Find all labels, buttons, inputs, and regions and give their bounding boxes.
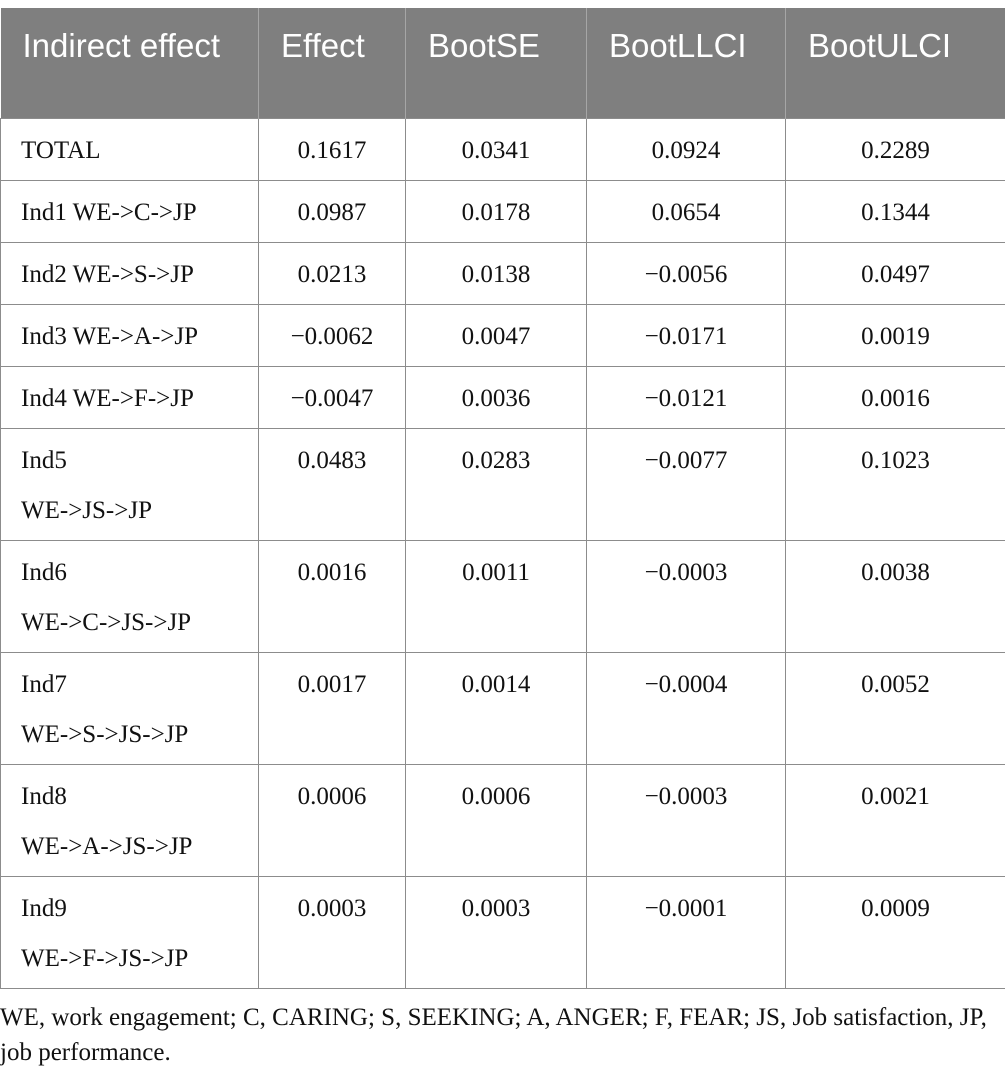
effect-cell: 0.0987 [259, 181, 406, 243]
row-label: Ind7 [21, 671, 67, 698]
bootulci-cell: 0.0038 [786, 541, 1005, 653]
row-label: Ind5 [21, 447, 67, 474]
row-label-path: WE->C->JS->JP [21, 609, 192, 636]
indirect-effects-table-container [0, 8, 1005, 989]
header-bootse: BootSE [406, 8, 587, 119]
row-label-cell [1, 877, 259, 989]
row-label-path: WE->JS->JP [21, 497, 152, 524]
header-effect: Effect [259, 8, 406, 119]
row-label-cell [1, 305, 259, 367]
effect-cell: 0.0017 [259, 653, 406, 765]
bootse-cell: 0.0283 [406, 429, 587, 541]
row-label: Ind3 WE->A->JP [21, 323, 199, 350]
bootse-cell: 0.0011 [406, 541, 587, 653]
table-row [1, 653, 1005, 765]
effect-cell: −0.0062 [259, 305, 406, 367]
row-label: Ind8 [21, 783, 67, 810]
row-label-cell [1, 119, 259, 181]
bootllci-cell: −0.0001 [587, 877, 786, 989]
effect-cell: 0.0213 [259, 243, 406, 305]
effect-cell: 0.0483 [259, 429, 406, 541]
row-label: TOTAL [21, 137, 101, 164]
bootse-cell: 0.0003 [406, 877, 587, 989]
row-label-path: WE->S->JS->JP [21, 721, 189, 748]
bootulci-cell: 0.0019 [786, 305, 1005, 367]
table-body [1, 119, 1005, 989]
table-footnote: WE, work engagement; C, CARING; S, SEEKING; A, ANGER; F, FEAR; JS, Job satisfaction, JP, job performance. [0, 1004, 987, 1066]
bootllci-cell: 0.0654 [587, 181, 786, 243]
row-label: Ind2 WE->S->JP [21, 261, 194, 288]
header-bootulci: BootULCI [786, 8, 1005, 119]
table-row [1, 541, 1005, 653]
table-row [1, 367, 1005, 429]
bootllci-cell: −0.0121 [587, 367, 786, 429]
header-indirect-effect: Indirect effect [1, 8, 259, 119]
bootllci-cell: −0.0171 [587, 305, 786, 367]
bootse-cell: 0.0138 [406, 243, 587, 305]
row-label-cell [1, 243, 259, 305]
table-header [1, 8, 1005, 119]
row-label-cell [1, 367, 259, 429]
bootse-cell: 0.0047 [406, 305, 587, 367]
row-label-cell [1, 429, 259, 541]
effect-cell: 0.1617 [259, 119, 406, 181]
bootse-cell: 0.0341 [406, 119, 587, 181]
row-label: Ind4 WE->F->JP [21, 385, 194, 412]
header-bootllci: BootLLCI [587, 8, 786, 119]
row-label-cell [1, 653, 259, 765]
row-label: Ind1 WE->C->JP [21, 199, 197, 226]
table-row [1, 119, 1005, 181]
bootulci-cell: 0.0497 [786, 243, 1005, 305]
table-row [1, 243, 1005, 305]
bootulci-cell: 0.0009 [786, 877, 1005, 989]
row-label: Ind9 [21, 895, 67, 922]
bootulci-cell: 0.0016 [786, 367, 1005, 429]
bootulci-cell: 0.0021 [786, 765, 1005, 877]
bootllci-cell: −0.0003 [587, 765, 786, 877]
row-label-path: WE->A->JS->JP [21, 833, 193, 860]
bootllci-cell: −0.0004 [587, 653, 786, 765]
bootulci-cell: 0.1344 [786, 181, 1005, 243]
table-row [1, 877, 1005, 989]
bootulci-cell: 0.2289 [786, 119, 1005, 181]
table-row [1, 765, 1005, 877]
table-row [1, 181, 1005, 243]
bootulci-cell: 0.0052 [786, 653, 1005, 765]
bootse-cell: 0.0006 [406, 765, 587, 877]
effect-cell: 0.0016 [259, 541, 406, 653]
row-label: Ind6 [21, 559, 67, 586]
bootse-cell: 0.0036 [406, 367, 587, 429]
bootllci-cell: −0.0056 [587, 243, 786, 305]
effect-cell: −0.0047 [259, 367, 406, 429]
row-label-path: WE->F->JS->JP [21, 945, 189, 972]
header-row [1, 8, 1005, 119]
effect-cell: 0.0006 [259, 765, 406, 877]
row-label-cell [1, 181, 259, 243]
bootllci-cell: −0.0003 [587, 541, 786, 653]
table-row [1, 305, 1005, 367]
indirect-effects-table [0, 8, 1005, 989]
row-label-cell [1, 765, 259, 877]
row-label-cell [1, 541, 259, 653]
effect-cell: 0.0003 [259, 877, 406, 989]
bootllci-cell: −0.0077 [587, 429, 786, 541]
bootulci-cell: 0.1023 [786, 429, 1005, 541]
bootse-cell: 0.0178 [406, 181, 587, 243]
table-row [1, 429, 1005, 541]
bootllci-cell: 0.0924 [587, 119, 786, 181]
bootse-cell: 0.0014 [406, 653, 587, 765]
